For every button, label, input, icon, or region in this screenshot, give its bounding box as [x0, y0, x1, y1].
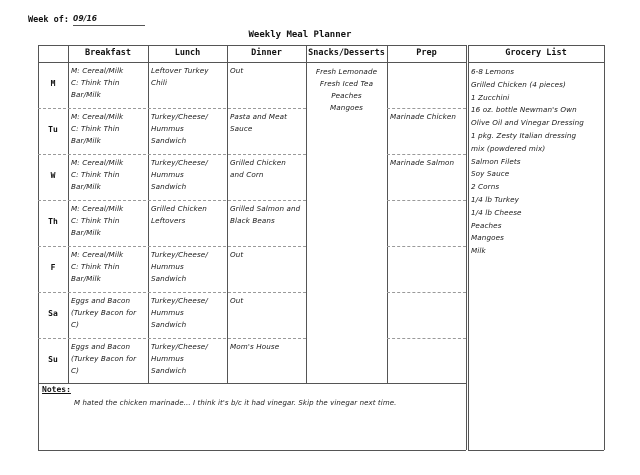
cell-line: Chili: [151, 78, 168, 87]
row-line: [387, 108, 466, 109]
table-border: [38, 383, 466, 384]
row-line: [38, 200, 306, 201]
cell-line: Hummus: [151, 354, 184, 363]
cell-line: Turkey/Cheese/: [151, 342, 208, 351]
cell-line: Leftover Turkey: [151, 66, 209, 75]
column-line: [387, 45, 388, 383]
grocery-item: 1 pkg. Zesty Italian dressing: [471, 130, 577, 140]
week-label: Week of:: [28, 15, 69, 25]
cell-line: Marinade Chicken: [390, 112, 457, 121]
cell-line: Bar/Milk: [71, 228, 101, 237]
day-label: Su: [48, 354, 58, 364]
table-border: [38, 45, 39, 450]
dinner-cell[interactable]: [230, 157, 303, 181]
cell-line: C: Think Thin: [71, 216, 120, 225]
cell-line: Sandwich: [151, 136, 187, 145]
cell-line: Sandwich: [151, 182, 187, 191]
dinner-cell[interactable]: [230, 111, 303, 135]
cell-line: M: Cereal/Milk: [71, 112, 124, 121]
cell-line: and Corn: [230, 170, 264, 179]
cell-line: Sandwich: [151, 274, 187, 283]
day-label: W: [50, 171, 56, 180]
grocery-item: 1 Zucchini: [471, 92, 510, 102]
cell-line: Leftovers: [151, 216, 186, 225]
snack-item: Mangoes: [330, 103, 363, 112]
dinner-cell[interactable]: [230, 249, 303, 261]
cell-line: M: Cereal/Milk: [71, 204, 124, 213]
lunch-cell[interactable]: [151, 341, 224, 377]
snack-item: Peaches: [331, 91, 362, 100]
cell-line: Sauce: [230, 124, 253, 133]
col-header-snacks: Snacks/Desserts: [308, 48, 385, 58]
dinner-cell[interactable]: [230, 295, 303, 307]
grocery-item: 1/4 lb Turkey: [471, 194, 520, 204]
cell-line: Turkey/Cheese/: [151, 158, 208, 167]
snacks-cell[interactable]: [306, 66, 387, 114]
row-line: [38, 108, 306, 109]
cell-line: M: Cereal/Milk: [71, 158, 124, 167]
breakfast-cell[interactable]: [71, 249, 145, 285]
cell-line: Hummus: [151, 170, 184, 179]
lunch-cell[interactable]: [151, 249, 224, 285]
cell-line: Out: [230, 296, 244, 305]
row-line: [387, 246, 466, 247]
column-line: [68, 45, 69, 383]
snack-item: Fresh Lemonade: [315, 67, 378, 76]
cell-line: Bar/Milk: [71, 136, 101, 145]
col-header-lunch: Lunch: [174, 48, 201, 58]
grocery-border: [468, 450, 604, 451]
day-label: Th: [48, 217, 58, 226]
cell-line: C: Think Thin: [71, 78, 120, 87]
cell-line: C: Think Thin: [71, 124, 120, 133]
grocery-item: Soy Sauce: [471, 169, 510, 179]
row-line: [38, 154, 306, 155]
day-label: F: [50, 263, 56, 272]
notes-label: Notes:: [42, 385, 71, 394]
table-border: [38, 450, 466, 451]
cell-line: Hummus: [151, 124, 184, 133]
dinner-cell[interactable]: [230, 65, 303, 77]
day-label: M: [50, 79, 56, 88]
cell-line: (Turkey Bacon for: [71, 354, 137, 363]
snack-item: Fresh Iced Tea: [319, 79, 374, 88]
cell-line: C: Think Thin: [71, 170, 120, 179]
row-line: [38, 292, 306, 293]
column-line: [148, 45, 149, 383]
cell-line: Turkey/Cheese/: [151, 112, 208, 121]
cell-line: C): [71, 320, 80, 329]
grocery-item: Mangoes: [471, 233, 504, 243]
row-line: [387, 292, 466, 293]
cell-line: Eggs and Bacon: [71, 296, 131, 305]
cell-line: Out: [230, 250, 244, 259]
grocery-border: [604, 45, 605, 450]
cell-line: Grilled Salmon and: [230, 204, 301, 213]
breakfast-cell[interactable]: [71, 341, 145, 377]
cell-line: Out: [230, 66, 244, 75]
row-line: [38, 246, 306, 247]
day-label: Tu: [48, 125, 58, 134]
lunch-cell[interactable]: [151, 295, 224, 331]
grocery-border: [468, 62, 604, 63]
cell-line: (Turkey Bacon for: [71, 308, 137, 317]
cell-line: Turkey/Cheese/: [151, 250, 208, 259]
breakfast-cell[interactable]: [71, 111, 145, 147]
grocery-item: Peaches: [471, 220, 502, 230]
prep-cell[interactable]: [390, 111, 464, 123]
grocery-item: 1/4 lb Cheese: [471, 207, 522, 217]
grocery-border: [468, 45, 469, 450]
breakfast-cell[interactable]: [71, 65, 145, 101]
cell-line: Sandwich: [151, 366, 187, 375]
cell-line: Marinade Salmon: [390, 158, 455, 167]
row-line: [387, 154, 466, 155]
cell-line: C: Think Thin: [71, 262, 120, 271]
grocery-item: mix (powdered mix): [471, 143, 546, 153]
col-header-prep: Prep: [416, 48, 437, 58]
dinner-cell[interactable]: [230, 203, 303, 227]
cell-line: Bar/Milk: [71, 274, 101, 283]
col-header-breakfast: Breakfast: [84, 48, 132, 58]
breakfast-cell[interactable]: [71, 203, 145, 239]
cell-line: Grilled Chicken: [151, 204, 207, 213]
grocery-list[interactable]: [471, 66, 603, 258]
cell-line: Grilled Chicken: [230, 158, 286, 167]
grocery-item: Grilled Chicken (4 pieces): [471, 79, 566, 89]
notes-text[interactable]: M hated the chicken marinade... I think it's b/c it had vinegar. Skip the vinegar next time.: [74, 399, 397, 407]
page-title: Weekly Meal Planner: [248, 30, 352, 40]
table-border: [38, 62, 466, 63]
grocery-item: 6-8 Lemons: [471, 67, 515, 76]
row-line: [387, 338, 466, 339]
lunch-cell[interactable]: [151, 157, 224, 193]
breakfast-cell[interactable]: [71, 157, 145, 193]
lunch-cell[interactable]: [151, 203, 224, 227]
prep-cell[interactable]: [390, 157, 464, 169]
col-header-dinner: Dinner: [251, 48, 282, 58]
cell-line: Pasta and Meat: [230, 112, 288, 121]
dinner-cell[interactable]: [230, 341, 303, 353]
grocery-item: 2 Corns: [471, 182, 500, 192]
cell-line: Black Beans: [230, 216, 275, 225]
cell-line: M: Cereal/Milk: [71, 66, 124, 75]
cell-line: Eggs and Bacon: [71, 342, 131, 351]
cell-line: Bar/Milk: [71, 182, 101, 191]
grocery-item: Olive Oil and Vinegar Dressing: [471, 118, 584, 128]
cell-line: Hummus: [151, 262, 184, 271]
cell-line: Hummus: [151, 308, 184, 317]
cell-line: Sandwich: [151, 320, 187, 329]
grocery-item: Milk: [471, 246, 486, 256]
cell-line: M: Cereal/Milk: [71, 250, 124, 259]
cell-line: Mom's House: [230, 342, 280, 351]
breakfast-cell[interactable]: [71, 295, 145, 331]
cell-line: Turkey/Cheese/: [151, 296, 208, 305]
week-value[interactable]: 09/16: [73, 13, 145, 26]
column-line: [227, 45, 228, 383]
row-line: [38, 338, 306, 339]
grocery-item: 16 oz. bottle Newman's Own: [471, 105, 577, 115]
lunch-cell[interactable]: [151, 65, 224, 89]
lunch-cell[interactable]: [151, 111, 224, 147]
row-line: [387, 200, 466, 201]
table-border: [466, 45, 467, 450]
cell-line: Bar/Milk: [71, 90, 101, 99]
day-label: Sa: [48, 309, 58, 318]
col-header-grocery: Grocery List: [505, 48, 567, 58]
grocery-item: Salmon Filets: [471, 156, 521, 166]
cell-line: C): [71, 366, 80, 375]
